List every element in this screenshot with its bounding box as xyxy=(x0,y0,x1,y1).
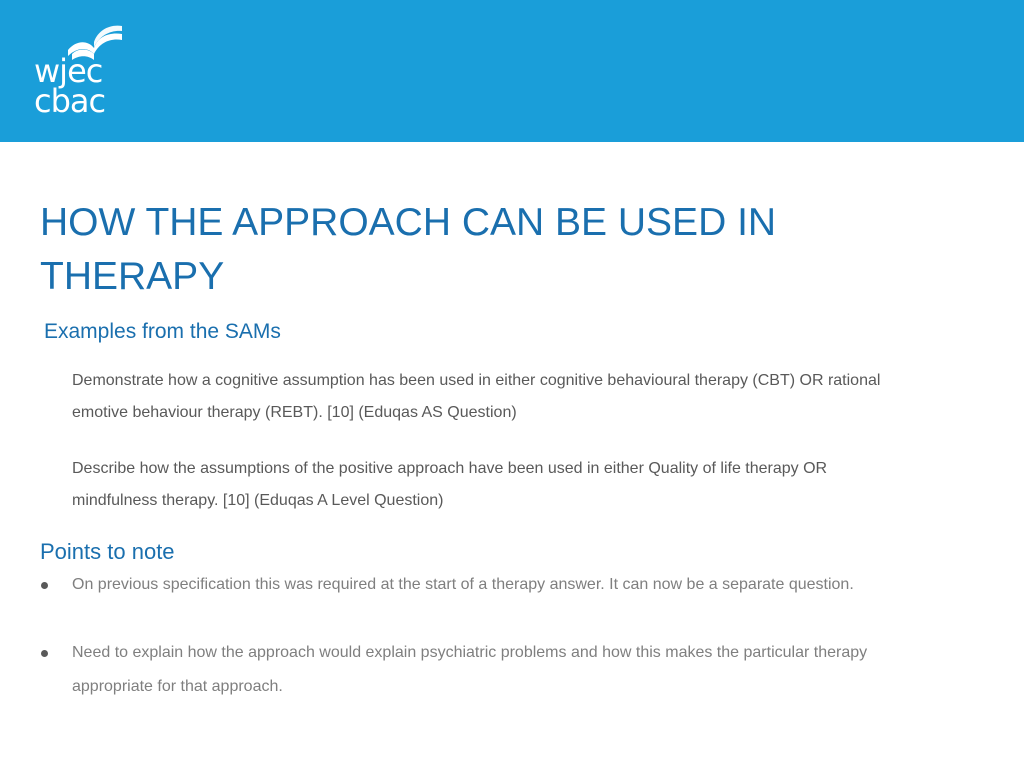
bullet-text: Need to explain how the approach would explain psychiatric problems and how this makes the particular therapy appropriate for that approach. xyxy=(72,644,868,695)
points-heading: Points to note xyxy=(40,539,175,564)
exam-question-2: Describe how the assumptions of the positive approach have been used in either Quality of life therapy OR mindfulness therapy. [10] (Eduqas A Level Question) xyxy=(72,460,828,509)
slide-title xyxy=(40,196,840,304)
bullet-icon xyxy=(41,650,48,657)
slide-title-line-1: HOW THE APPROACH CAN BE USED IN xyxy=(40,201,777,244)
book-logo-icon xyxy=(32,20,132,120)
exam-question-1: Demonstrate how a cognitive assumption has been used in either cognitive behavioural therapy (CBT) OR rational emotive behaviour therapy (REBT). [10] (Eduqas AS Question) xyxy=(72,372,884,421)
slide-subtitle: Examples from the SAMs xyxy=(44,320,281,343)
svg-text:wjec: wjec xyxy=(34,52,103,90)
bullet-icon xyxy=(41,582,48,589)
bullet-text: On previous specification this was required at the start of a therapy answer. It can now be a separate question. xyxy=(72,576,854,593)
wjec-cbac-logo xyxy=(32,20,132,120)
slide-title-line-2: THERAPY xyxy=(40,255,225,298)
svg-text:cbac: cbac xyxy=(34,82,106,120)
header-banner xyxy=(0,0,1024,142)
